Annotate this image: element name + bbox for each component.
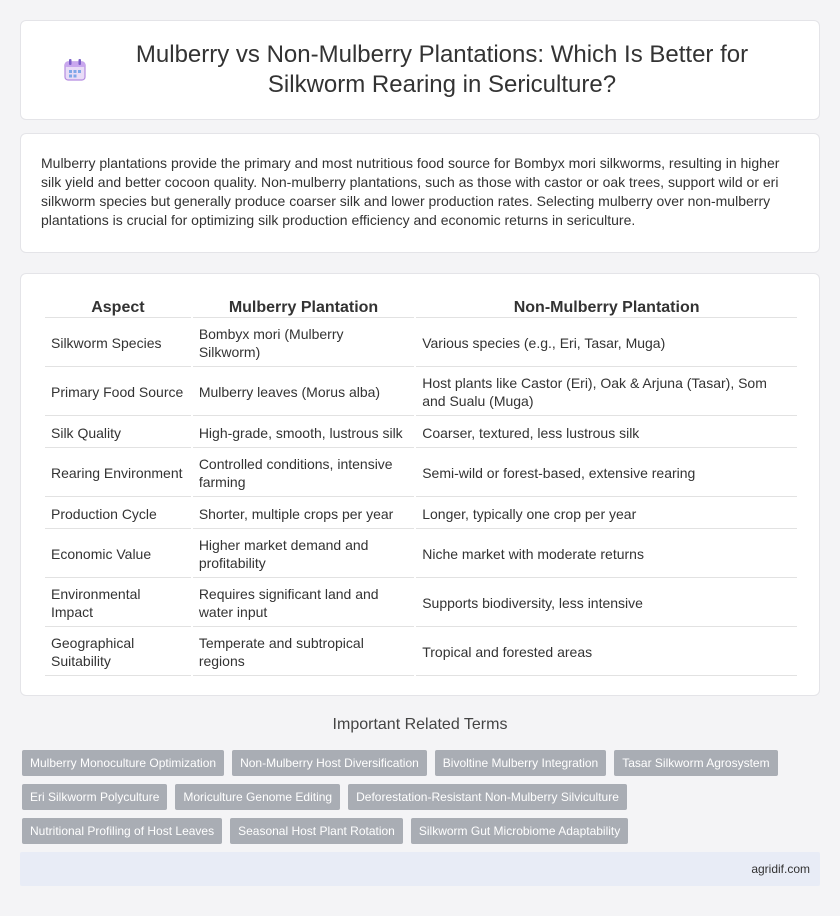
title-card: [20, 20, 820, 120]
row-non-mulberry: Supports biodiversity, less intensive: [416, 580, 797, 627]
row-non-mulberry: Tropical and forested areas: [416, 629, 797, 676]
page-title: Mulberry vs Non-Mulberry Plantations: Which Is Better for Silkworm Rearing in Sericulture?: [135, 41, 749, 98]
header-mulberry: Mulberry Plantation: [193, 294, 414, 318]
row-aspect: Silkworm Species: [45, 320, 191, 367]
table-row: [45, 418, 797, 448]
table-header-row: [45, 294, 797, 318]
row-non-mulberry: Coarser, textured, less lustrous silk: [416, 418, 797, 448]
row-aspect: Primary Food Source: [45, 369, 191, 416]
footer: [20, 852, 820, 886]
row-non-mulberry: Longer, typically one crop per year: [416, 499, 797, 529]
title-row: [21, 21, 819, 119]
row-mulberry: Higher market demand and profitability: [193, 531, 414, 578]
related-tag[interactable]: Moriculture Genome Editing: [175, 784, 340, 810]
comparison-table: [43, 292, 799, 678]
header-non-mulberry: Non-Mulberry Plantation: [416, 294, 797, 318]
row-non-mulberry: Semi-wild or forest-based, extensive rearing: [416, 450, 797, 497]
related-tag[interactable]: Silkworm Gut Microbiome Adaptability: [411, 818, 628, 844]
table-row: [45, 531, 797, 578]
row-non-mulberry: Niche market with moderate returns: [416, 531, 797, 578]
row-mulberry: High-grade, smooth, lustrous silk: [193, 418, 414, 448]
row-aspect: Rearing Environment: [45, 450, 191, 497]
calendar-icon: [61, 56, 89, 84]
row-aspect: Economic Value: [45, 531, 191, 578]
row-aspect: Production Cycle: [45, 499, 191, 529]
table-row: [45, 580, 797, 627]
row-non-mulberry: Host plants like Castor (Eri), Oak & Arjuna (Tasar), Som and Sualu (Muga): [416, 369, 797, 416]
related-tag[interactable]: Eri Silkworm Polyculture: [22, 784, 167, 810]
row-aspect: Environmental Impact: [45, 580, 191, 627]
header-aspect: Aspect: [45, 294, 191, 318]
row-non-mulberry: Various species (e.g., Eri, Tasar, Muga): [416, 320, 797, 367]
row-aspect: Silk Quality: [45, 418, 191, 448]
related-tag[interactable]: Seasonal Host Plant Rotation: [230, 818, 403, 844]
intro-paragraph: Mulberry plantations provide the primary and most nutritious food source for Bombyx mori silkworms, resulting in higher silk yield and better cocoon quality. Non-mulberry plantations, such as those with castor or oak trees, support wild or eri silkworm species but generally produce coarser silk and lower production rates. Selecting mulberry over non-mulberry plantations is crucial for optimizing silk production efficiency and economic returns in sericulture.: [41, 155, 780, 228]
related-tag[interactable]: Nutritional Profiling of Host Leaves: [22, 818, 222, 844]
table-row: [45, 499, 797, 529]
related-tag[interactable]: Bivoltine Mulberry Integration: [435, 750, 606, 776]
table-row: [45, 320, 797, 367]
footer-site-link[interactable]: agridif.com: [751, 862, 810, 876]
row-mulberry: Mulberry leaves (Morus alba): [193, 369, 414, 416]
related-tag[interactable]: Tasar Silkworm Agrosystem: [614, 750, 777, 776]
row-mulberry: Controlled conditions, intensive farming: [193, 450, 414, 497]
related-terms-list: [22, 750, 812, 852]
table-row: [45, 629, 797, 676]
related-tag[interactable]: Non-Mulberry Host Diversification: [232, 750, 427, 776]
row-mulberry: Temperate and subtropical regions: [193, 629, 414, 676]
related-tag[interactable]: Mulberry Monoculture Optimization: [22, 750, 224, 776]
table-row: [45, 450, 797, 497]
related-terms-heading: Important Related Terms: [332, 716, 508, 733]
row-mulberry: Requires significant land and water input: [193, 580, 414, 627]
row-mulberry: Shorter, multiple crops per year: [193, 499, 414, 529]
related-tag[interactable]: Deforestation-Resistant Non-Mulberry Silviculture: [348, 784, 627, 810]
table-row: [45, 369, 797, 416]
comparison-card: [20, 273, 820, 696]
row-mulberry: Bombyx mori (Mulberry Silkworm): [193, 320, 414, 367]
row-aspect: Geographical Suitability: [45, 629, 191, 676]
intro-card: [20, 133, 820, 253]
